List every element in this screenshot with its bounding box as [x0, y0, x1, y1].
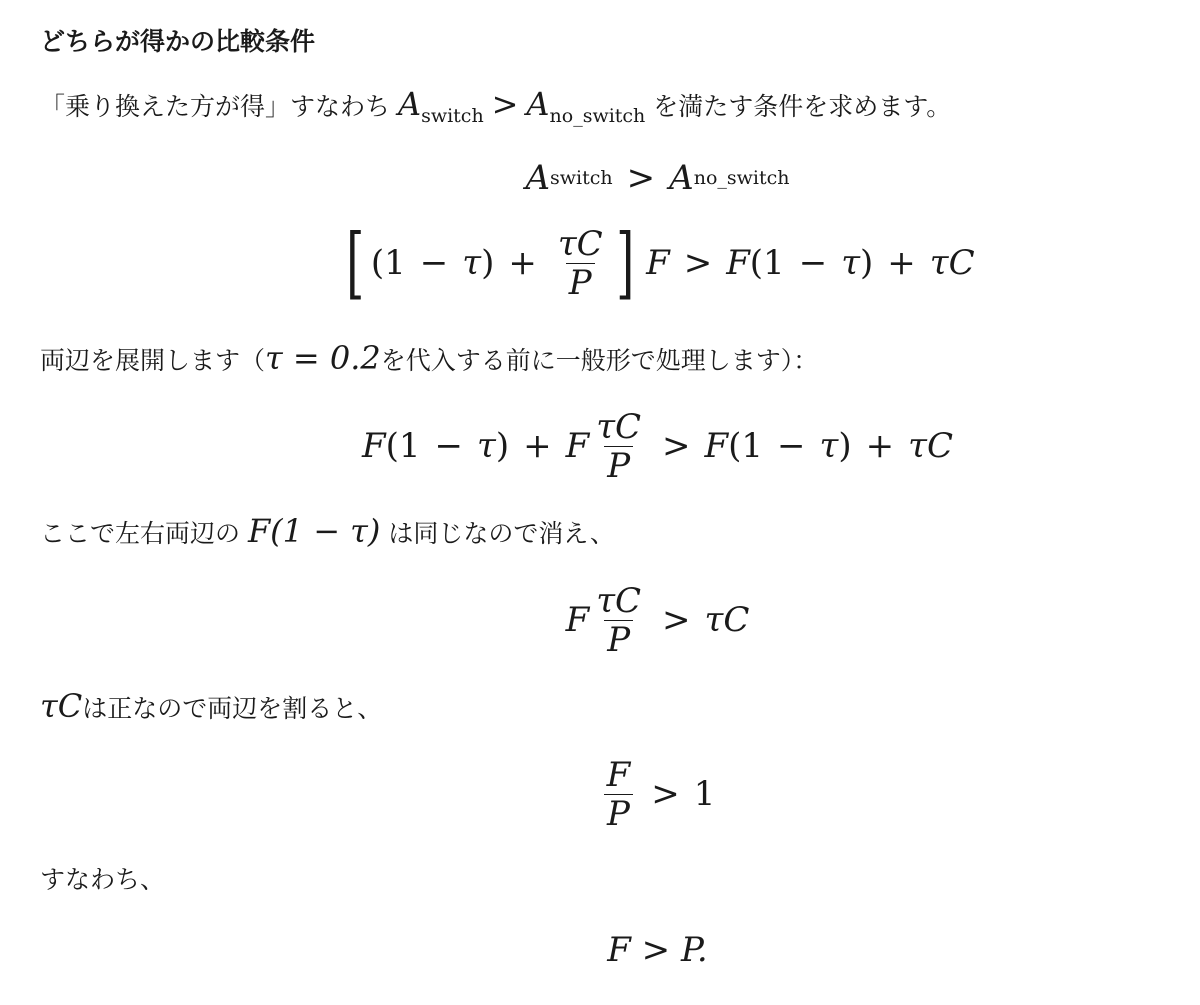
inline-a-switch: $A_{switch}$: [397, 85, 484, 127]
inline-common-term: F(1 − τ): [247, 512, 381, 550]
equation-final: F > P.: [607, 930, 708, 970]
equation-4: F $\frac{\tau C}{P}$ > τ C: [565, 580, 750, 660]
divide-paragraph: τCは正なので両辺を割ると、: [40, 687, 383, 725]
equation-2: [ ( 1 − τ ) + $\frac{\tau C}{P}$ ] F > F ( 1 − τ ) + τ C: [346, 218, 975, 308]
inline-a-no-switch: $A_{no\_switch}$: [526, 85, 646, 127]
thus-paragraph: すなわち、: [40, 865, 166, 894]
fraction-F-over-P: $\frac{F}{P}$: [604, 756, 634, 833]
inline-gt: >: [491, 85, 519, 123]
intro-text-before: 「乗り換えた方が得」すなわち: [40, 92, 391, 121]
fraction-tauC-over-P: $\frac{\tau C}{P}$: [596, 406, 642, 486]
equation-1: A switch > A no_switch: [525, 158, 790, 198]
fraction-tauC-over-P: $\frac{\tau C}{P}$: [557, 223, 603, 303]
equation-3: F ( 1 − τ ) + F $\frac{\tau C}{P}$ > F ( 1 − τ ) + τ C: [362, 406, 953, 486]
inline-tauC: τC: [40, 687, 83, 725]
section-heading: どちらが得かの比較条件: [40, 27, 316, 56]
cancel-paragraph: ここで左右両辺の F(1 − τ) は同じなので消え、: [40, 512, 615, 550]
inline-tau-value: τ = 0.2: [265, 339, 381, 377]
fraction-tauC-over-P: $\frac{\tau C}{P}$: [596, 580, 642, 660]
expand-paragraph: 両辺を展開します（τ = 0.2を代入する前に一般形で処理します）：: [40, 339, 819, 377]
intro-paragraph: [40, 86, 951, 134]
equation-5: $\frac{F}{P}$ > 1: [0, 752, 1200, 836]
intro-text-after: を満たす条件を求めます。: [653, 92, 952, 121]
